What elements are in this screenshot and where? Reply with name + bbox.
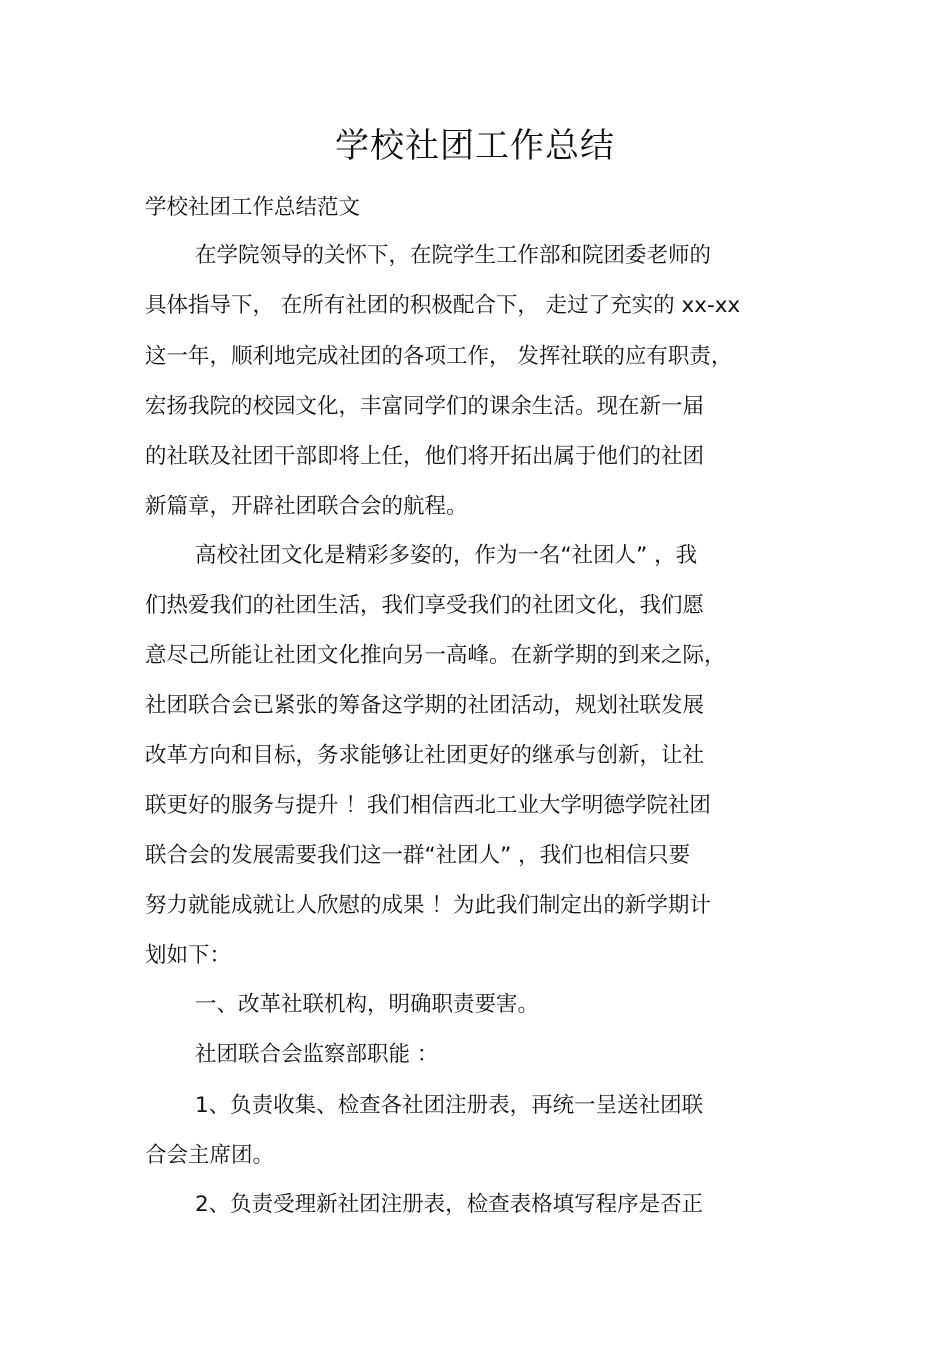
item-2-line-1: 2、负责受理新社团注册表，检查表格填写程序是否正 <box>195 1192 704 1217</box>
paragraph-2-line-3: 意尽己所能让社团文化推向另一高峰。在新学期的到来之际， <box>145 643 726 668</box>
subtitle-line: 学校社团工作总结范文 <box>145 195 361 220</box>
paragraph-1-line-2: 具体指导下， 在所有社团的积极配合下， 走过了充实的 xx-xx <box>145 293 741 318</box>
paragraph-1-line-5: 的社联及社团干部即将上任，他们将开拓出属于他们的社团 <box>145 444 705 469</box>
paragraph-2-line-7: 联合会的发展需要我们这一群“社团人” ，我们也相信只要 <box>145 843 691 868</box>
section-heading-1: 一、改革社联机构，明确职责要害。 <box>195 992 540 1017</box>
paragraph-1-line-6: 新篇章，开辟社团联合会的航程。 <box>145 494 468 519</box>
section-subheading: 社团联合会监察部职能 ： <box>195 1042 439 1067</box>
paragraph-2-line-2: 们热爱我们的社团生活，我们享受我们的社团文化，我们愿 <box>145 593 705 618</box>
document-title: 学校社团工作总结 <box>335 126 615 166</box>
paragraph-1-line-4: 宏扬我院的校园文化，丰富同学们的课余生活。现在新一届 <box>145 394 705 419</box>
paragraph-2-line-1: 高校社团文化是精彩多姿的，作为一名“社团人” ，我 <box>195 543 698 568</box>
item-1-line-1: 1、负责收集、检查各社团注册表，再统一呈送社团联 <box>195 1093 704 1118</box>
paragraph-2-line-5: 改革方向和目标，务求能够让社团更好的继承与创新，让社 <box>145 743 705 768</box>
paragraph-1-line-1: 在学院领导的关怀下，在院学生工作部和院团委老师的 <box>195 243 712 268</box>
paragraph-2-line-8: 努力就能成就让人欣慰的成果 ！为此我们制定出的新学期计 <box>145 893 711 918</box>
paragraph-2-line-9: 划如下： <box>145 943 232 968</box>
paragraph-2-line-4: 社团联合会已紧张的筹备这学期的社团活动，规划社联发展 <box>145 693 705 718</box>
paragraph-1-line-3: 这一年，顺利地完成社团的各项工作， 发挥社联的应有职责， <box>145 344 733 369</box>
item-1-line-2: 合会主席团。 <box>145 1143 275 1168</box>
paragraph-2-line-6: 联更好的服务与提升 ！我们相信西北工业大学明德学院社团 <box>145 793 711 818</box>
